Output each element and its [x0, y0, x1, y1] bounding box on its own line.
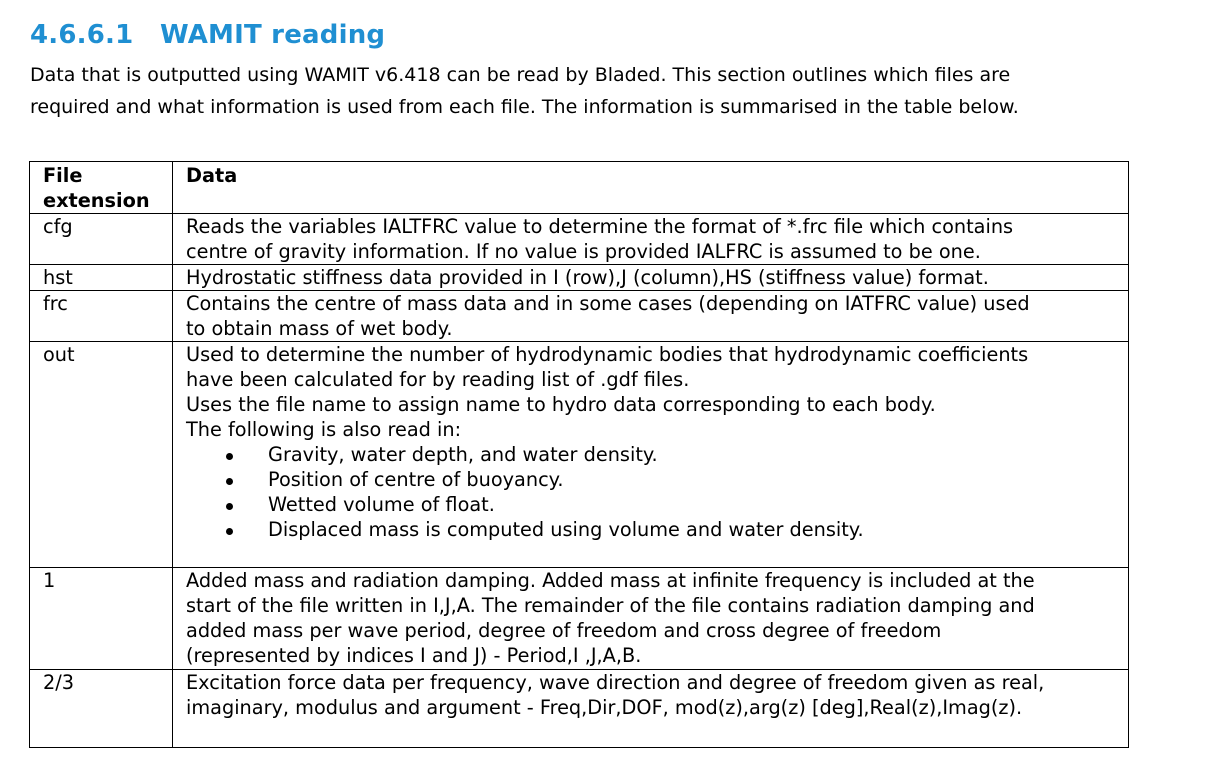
data-line: imaginary, modulus and argument - Freq,Dir,DOF, mod(z),arg(z) [deg],Real(z),Imag(z). [186, 696, 1023, 719]
bullet-list [186, 442, 1128, 542]
bullet-dot-icon [226, 453, 233, 460]
data-line: to obtain mass of wet body. [186, 317, 453, 340]
data-line: Used to determine the number of hydrodynamic bodies that hydrodynamic coefficients [186, 343, 1029, 366]
table-row [30, 342, 1129, 568]
data-line: Uses the file name to assign name to hydro data corresponding to each body. [186, 393, 936, 416]
file-table [29, 161, 1129, 748]
header-file-extension [30, 162, 173, 214]
bullet-item [186, 442, 1128, 467]
bullet-item [186, 517, 1128, 542]
bullet-text: Position of centre of buoyancy. [268, 468, 564, 491]
bullet-dot-icon [226, 478, 233, 485]
cell-data [173, 291, 1129, 342]
cell-extension: frc [30, 291, 173, 342]
header-extension-line: File [43, 164, 83, 187]
intro-line: Data that is outputted using WAMIT v6.418 can be read by Bladed. This section outlines which files are [30, 64, 1011, 86]
data-line: The following is also read in: [186, 418, 462, 441]
data-line: Added mass and radiation damping. Added mass at infinite frequency is included at the [186, 569, 1035, 592]
intro-line: required and what information is used from each file. The information is summarised in the table below. [30, 96, 1019, 118]
data-line: (represented by indices I and J) - Period,I ,J,A,B. [186, 644, 642, 667]
section-number: 4.6.6.1 [30, 20, 134, 50]
bullet-text: Displaced mass is computed using volume and water density. [268, 518, 864, 541]
cell-data [173, 342, 1129, 568]
header-data: Data [173, 162, 1129, 214]
cell-data [173, 670, 1129, 748]
table-row [30, 214, 1129, 265]
data-line: have been calculated for by reading list of .gdf files. [186, 368, 690, 391]
data-line: centre of gravity information. If no value is provided IALFRC is assumed to be one. [186, 240, 981, 263]
bullet-dot-icon [226, 528, 233, 535]
section-heading [30, 20, 385, 50]
cell-extension: 2/3 [30, 670, 173, 748]
bullet-item [186, 467, 1128, 492]
cell-extension: 1 [30, 568, 173, 670]
data-line: Excitation force data per frequency, wave direction and degree of freedom given as real, [186, 671, 1045, 694]
cell-data [173, 214, 1129, 265]
table-row [30, 670, 1129, 748]
section-title: WAMIT reading [160, 20, 386, 50]
cell-extension: cfg [30, 214, 173, 265]
header-extension-line: extension [43, 189, 150, 212]
table-row [30, 265, 1129, 291]
cell-extension: hst [30, 265, 173, 291]
cell-data [173, 265, 1129, 291]
cell-extension: out [30, 342, 173, 568]
bullet-text: Gravity, water depth, and water density. [268, 443, 658, 466]
cell-data [173, 568, 1129, 670]
bullet-text: Wetted volume of float. [268, 493, 495, 516]
data-line: Reads the variables IALTFRC value to determine the format of *.frc file which contains [186, 215, 1014, 238]
data-line: Hydrostatic stiffness data provided in I (row),J (column),HS (stiffness value) format. [186, 266, 989, 289]
bullet-dot-icon [226, 503, 233, 510]
data-line: added mass per wave period, degree of freedom and cross degree of freedom [186, 619, 942, 642]
table-header-row [30, 162, 1129, 214]
data-line: start of the file written in I,J,A. The remainder of the file contains radiation damping and [186, 594, 1035, 617]
table-row [30, 291, 1129, 342]
data-line: Contains the centre of mass data and in some cases (depending on IATFRC value) used [186, 292, 1030, 315]
table-row [30, 568, 1129, 670]
bullet-item [186, 492, 1128, 517]
intro-paragraph [30, 59, 1190, 123]
